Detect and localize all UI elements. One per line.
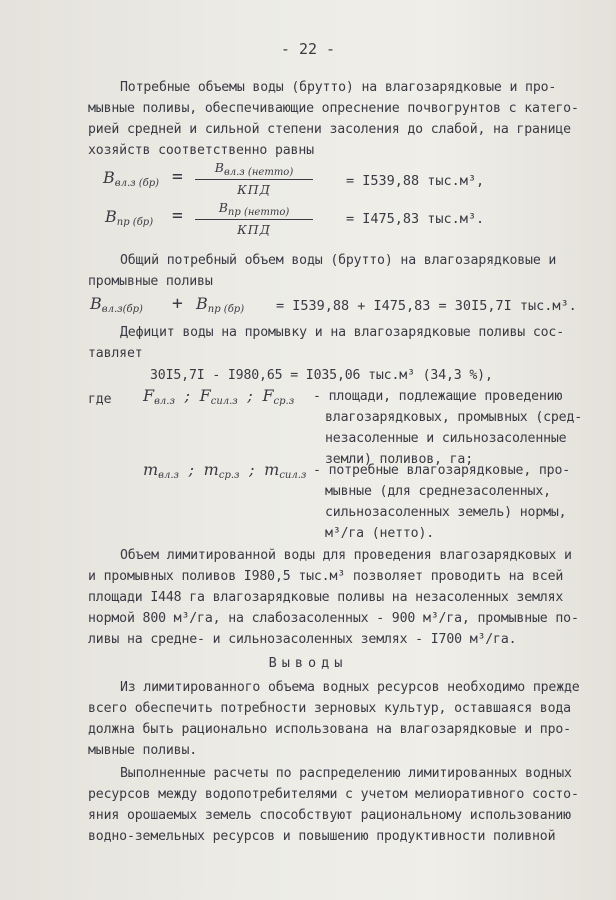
text-line: хозяйств соответственно равны xyxy=(88,143,314,158)
plus-sign: + xyxy=(172,293,183,314)
area-symbols xyxy=(143,386,294,407)
section-heading: Выводы xyxy=(268,655,348,671)
fraction-denominator: КПД xyxy=(237,182,271,197)
symbol: $F_{ср.з}$ xyxy=(262,386,295,407)
text-line: Общий потребный объем воды (брутто) на влагозарядковые и xyxy=(120,253,557,268)
equals-sign: = xyxy=(172,166,183,187)
formula-result: = I475,83 тыс.м³. xyxy=(346,211,485,227)
text-line: нормой 800 м³/га, на слабозасоленных - 900 м³/га, промывные по- xyxy=(88,611,579,626)
text-line: мывные поливы, обеспечивающие опреснение почвогрунтов с катего- xyxy=(88,101,579,116)
definition-line: незасоленные и сильнозасоленные xyxy=(325,431,567,446)
symbol: $F_{сил.з}$ xyxy=(199,386,238,407)
where-word: где xyxy=(88,392,112,407)
norm-symbols xyxy=(143,460,306,481)
formula-term-a: $В_{вл.з(бр)}$ xyxy=(90,294,143,315)
fraction-numerator: $В_{вл.з (нетто)}$ xyxy=(195,160,313,180)
formula-term-b: $В_{пр (бр)}$ xyxy=(196,294,245,315)
text-line: рией средней и сильной степени засоления до слабой, на границе xyxy=(88,122,571,137)
formula-result: = I539,88 тыс.м³, xyxy=(346,173,485,189)
definition-line: - потребные влагозарядковые, про- xyxy=(313,463,571,478)
definition-line: м³/га (нетто). xyxy=(325,526,435,541)
fraction xyxy=(195,200,313,237)
text-line: площади I448 га влагозарядковые поливы на незасоленных землях xyxy=(88,590,564,605)
equals-sign: = xyxy=(172,205,183,226)
text-line: Выполненные расчеты по распределению лимитированных водных xyxy=(120,766,572,781)
text-line: яния орошаемых земель способствуют рациональному использованию xyxy=(88,808,571,823)
text-line: ливы на средне- и сильнозасоленных землях - I700 м³/га. xyxy=(88,632,517,647)
separator: ; xyxy=(184,386,190,405)
separator: ; xyxy=(247,386,253,405)
text-line: тавляет xyxy=(88,346,143,361)
fraction-numerator: $В_{пр (нетто)}$ xyxy=(195,200,313,220)
formula-result: = I539,88 + I475,83 = 30I5,7I тыс.м³. xyxy=(276,298,577,314)
text-line: всего обеспечить потребности зерновых культур, оставшаяся вода xyxy=(88,701,571,716)
formula-lhs: $В_{пр (бр)}$ xyxy=(105,207,154,228)
text-line: Объем лимитированной воды для проведения влагозарядковых и xyxy=(120,548,572,563)
deficit-line: 30I5,7I - I980,65 = I035,06 тыс.м³ (34,3 %), xyxy=(150,368,493,383)
symbol: $m_{вл.з}$ xyxy=(143,460,179,481)
text-line: Дефицит воды на промывку и на влагозарядковые поливы сос- xyxy=(120,325,565,340)
text-line: мывные поливы. xyxy=(88,743,198,758)
symbol: $m_{ср.з}$ xyxy=(203,460,240,481)
page-number: - 22 - xyxy=(280,40,336,58)
definition-line: влагозарядковых, промывных (сред- xyxy=(325,410,583,425)
symbol: $m_{сил.з}$ xyxy=(264,460,307,481)
text-line: должна быть рационально использована на влагозарядковые и про- xyxy=(88,722,571,737)
fraction-denominator: КПД xyxy=(237,222,271,237)
text-line: Из лимитированного объема водных ресурсов необходимо прежде xyxy=(120,680,580,695)
separator: ; xyxy=(249,460,255,479)
definition-line: - площади, подлежащие проведению xyxy=(313,389,563,404)
text-line: водно-земельных ресурсов и повышению продуктивности поливной xyxy=(88,829,556,844)
definition-line: мывные (для среднезасоленных, xyxy=(325,484,551,499)
symbol: $F_{вл.з}$ xyxy=(143,386,175,407)
definition-line: сильнозасоленных земель) нормы, xyxy=(325,505,567,520)
text-line: ресурсов между водопотребителями с учетом мелиоративного состо- xyxy=(88,787,579,802)
definition-line: земли) поливов, га; xyxy=(325,452,474,467)
text-line: и промывных поливов I980,5 тыс.м³ позволяет проводить на всей xyxy=(88,569,564,584)
text-line: промывные поливы xyxy=(88,274,213,289)
formula-lhs: $В_{вл.з (бр)}$ xyxy=(103,168,160,189)
separator: ; xyxy=(188,460,195,479)
fraction xyxy=(195,160,313,197)
text-line: Потребные объемы воды (брутто) на влагозарядковые и про- xyxy=(120,80,557,95)
